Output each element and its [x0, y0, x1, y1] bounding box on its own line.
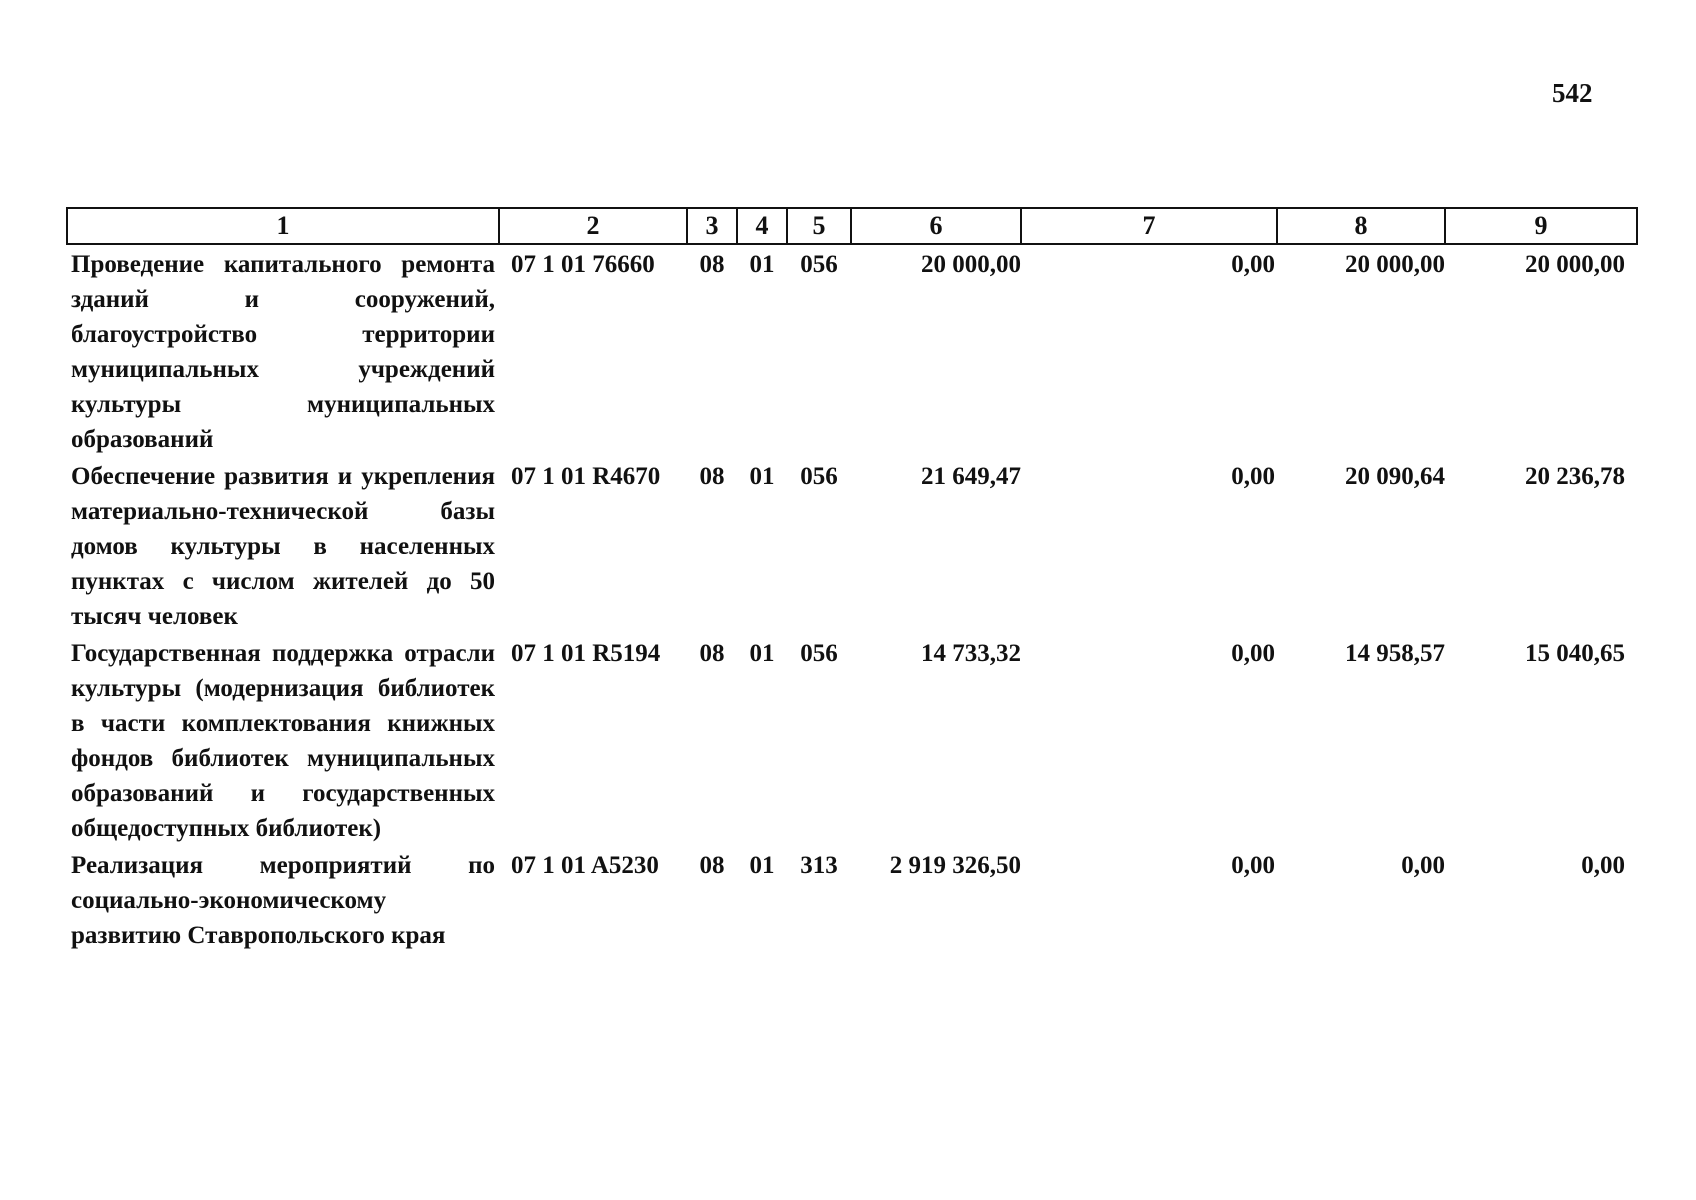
row-code: 07 1 01 A5230 — [511, 852, 659, 879]
table-header-row — [67, 208, 1637, 244]
row-code: 07 1 01 R4670 — [511, 463, 661, 490]
row-amount-col8: 20 090,64 — [1345, 463, 1445, 490]
table-row — [67, 634, 1637, 846]
row-amount-col7: 0,00 — [1231, 463, 1275, 490]
column-header-6: 6 — [851, 208, 1021, 244]
row-subsection: 01 — [749, 852, 775, 879]
row-expense-type: 056 — [800, 463, 838, 490]
column-header-8: 8 — [1277, 208, 1445, 244]
column-header-3: 3 — [687, 208, 737, 244]
row-name: Проведение капитального ремонта зданий и сооружений, благоустройство территории муниципальных учреждений культуры муниципальных образований — [71, 251, 495, 453]
budget-table — [66, 207, 1638, 953]
row-amount-col9: 20 000,00 — [1525, 251, 1625, 278]
table-row — [67, 846, 1637, 953]
row-amount-col6: 21 649,47 — [921, 463, 1021, 490]
row-code: 07 1 01 76660 — [511, 251, 655, 278]
table-row — [67, 457, 1637, 634]
row-expense-type: 056 — [800, 640, 838, 667]
column-header-5: 5 — [787, 208, 851, 244]
row-amount-col6: 14 733,32 — [921, 640, 1021, 667]
row-section: 08 — [699, 852, 725, 879]
row-amount-col8: 0,00 — [1401, 852, 1445, 879]
column-header-2: 2 — [499, 208, 687, 244]
row-amount-col7: 0,00 — [1231, 852, 1275, 879]
row-name: Реализация мероприятий по социально-экономическому развитию Ставропольского края — [71, 852, 495, 949]
row-section: 08 — [699, 640, 725, 667]
column-header-9: 9 — [1445, 208, 1637, 244]
row-amount-col7: 0,00 — [1231, 251, 1275, 278]
row-amount-col6: 2 919 326,50 — [889, 852, 1021, 879]
row-subsection: 01 — [749, 251, 775, 278]
row-expense-type: 313 — [800, 852, 838, 879]
row-subsection: 01 — [749, 640, 775, 667]
row-code: 07 1 01 R5194 — [511, 640, 661, 667]
row-amount-col9: 0,00 — [1581, 852, 1625, 879]
row-expense-type: 056 — [800, 251, 838, 278]
column-header-4: 4 — [737, 208, 787, 244]
row-amount-col9: 15 040,65 — [1525, 640, 1625, 667]
row-subsection: 01 — [749, 463, 775, 490]
row-amount-col9: 20 236,78 — [1525, 463, 1625, 490]
row-amount-col8: 20 000,00 — [1345, 251, 1445, 278]
row-amount-col7: 0,00 — [1231, 640, 1275, 667]
row-name: Государственная поддержка отрасли культуры (модернизация библиотек в части комплектования книжных фондов библиотек муниципальных образований и государственных общедоступных библиотек) — [71, 640, 495, 842]
row-amount-col6: 20 000,00 — [921, 251, 1021, 278]
column-header-7: 7 — [1021, 208, 1277, 244]
column-header-1: 1 — [67, 208, 499, 244]
row-name: Обеспечение развития и укрепления материально-технической базы домов культуры в населенных пунктах с числом жителей до 50 тысяч человек — [71, 463, 495, 630]
table-row — [67, 244, 1637, 457]
page-number: 542 — [1552, 78, 1593, 108]
row-amount-col8: 14 958,57 — [1345, 640, 1445, 667]
row-section: 08 — [699, 251, 725, 278]
row-section: 08 — [699, 463, 725, 490]
